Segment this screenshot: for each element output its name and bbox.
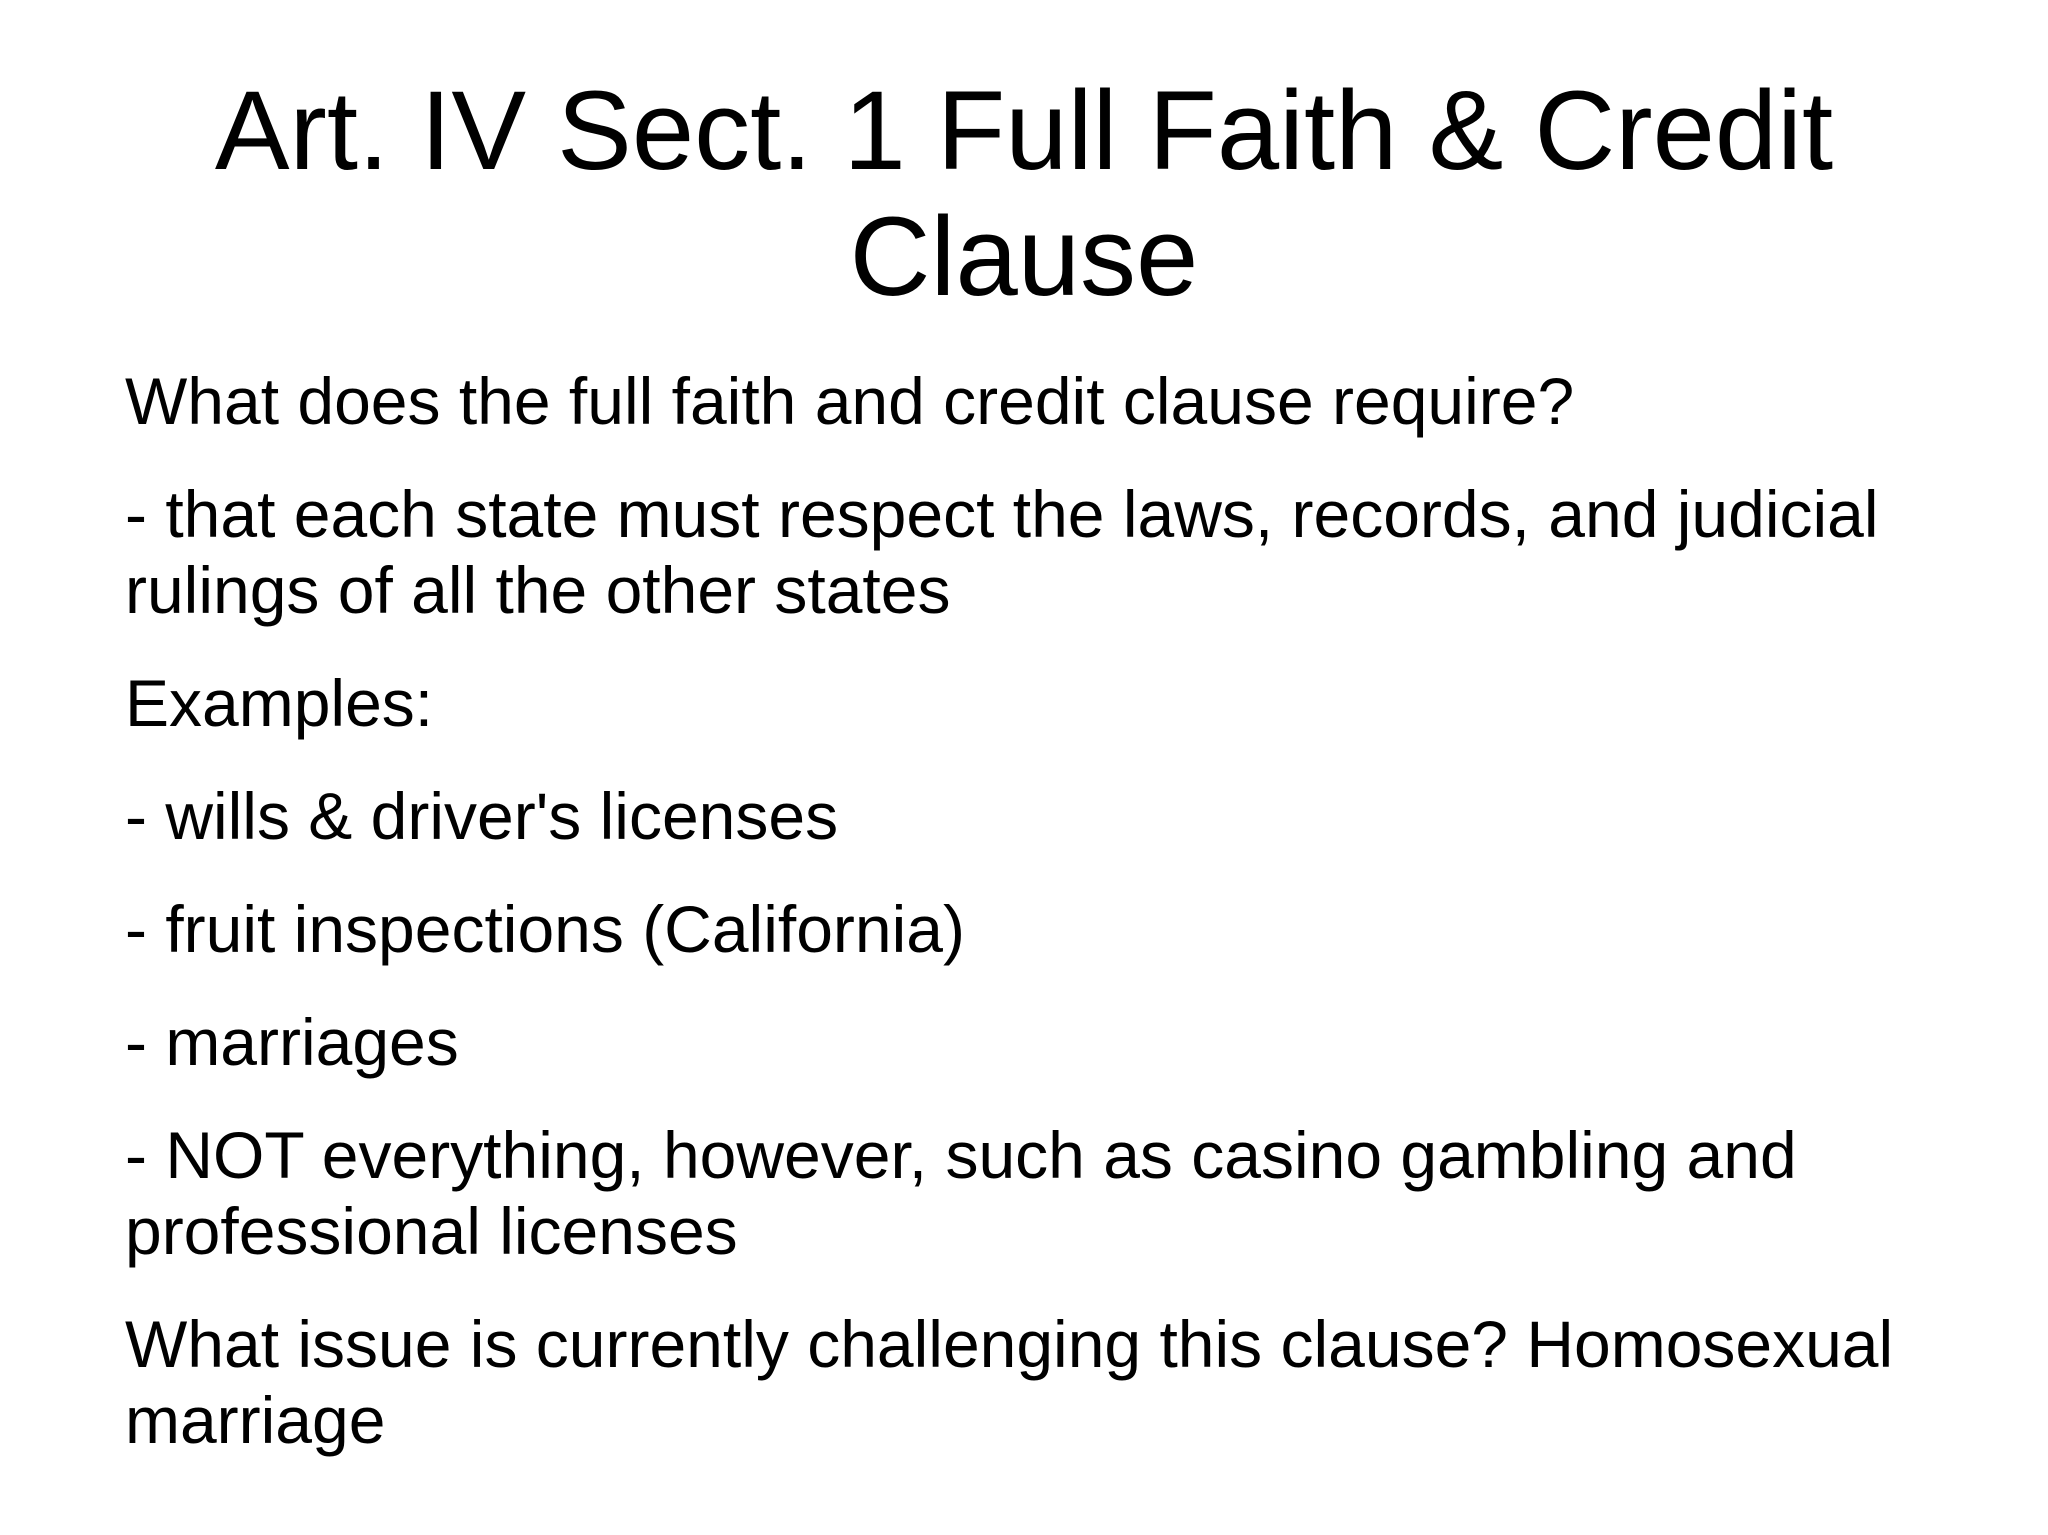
text-line: - wills & driver's licenses [125,779,839,853]
example-item [125,1004,1985,1080]
answer-require [125,476,1985,628]
text-line: Examples: [125,666,434,740]
example-item [125,891,1985,967]
text-line: marriage [125,1383,386,1457]
text-line: What does the full faith and credit clause require? [125,364,1575,438]
text-line: - marriages [125,1005,459,1079]
slide-title-line-2: Clause [849,194,1199,319]
example-item [125,1117,1985,1269]
example-item [125,778,1985,854]
text-line: - NOT everything, however, such as casino gambling and [125,1118,1797,1192]
slide-title-line-1: Art. IV Sect. 1 Full Faith & Credit [214,68,1834,193]
text-line: professional licenses [125,1194,738,1268]
slide-body [125,363,1985,1495]
question-require [125,363,1985,439]
text-line: - that each state must respect the laws, records, and judicial [125,477,1879,551]
question-challenge [125,1306,1985,1458]
text-line: rulings of all the other states [125,553,951,627]
text-line: - fruit inspections (California) [125,892,965,966]
slide-title [0,68,2048,320]
examples-heading [125,665,1985,741]
text-line: What issue is currently challenging this clause? Homosexual [125,1307,1894,1381]
